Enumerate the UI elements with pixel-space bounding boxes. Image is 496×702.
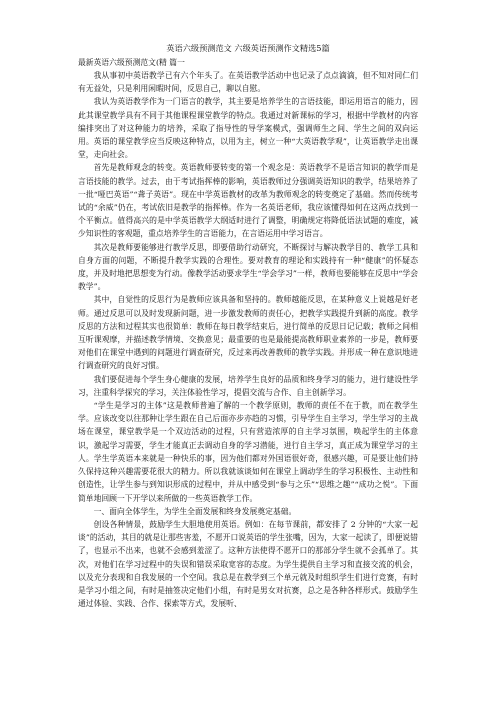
paragraph: “学生是学习的主体”这是教师普遍了解的一个教学原则，教师的责任不在于教，而在教学生学。应该改变以往那种让学生跟在自己后面亦步亦趋的习惯，引导学生自主学习，学生学习的主战场在课堂，课堂教学是一个双边活动的过程，只有营造浓厚的自主学习氛围，唤起学生的主体意识，激起学习需要，学生才能真正去调动自身的学习潜能，进行自主学习，真正成为课堂学习的主人。学生学英语本来就是一种快乐的事，因为他们都对外国语很好奇，很感兴趣，可是要让他们持久保持这种兴趣需要花很大的精力。所以我就该谈如何在课堂上调动学生的学习积极性、主动性和创造性，让学生参与到知识形成的过程中，并从中感受到“参与之乐”“思维之趣”“成功之悦”。下面简单地回顾一下开学以来所做的一些英语教学工作。 (78, 401, 418, 503)
paragraph: 其次是教师要能够进行教学反思，即要借助行动研究，不断探讨与解决教学目的、教学工具和自身方面的问题，不断提升教学实践的合理性。要对教育的理论和实践持有一种“健康”的怀疑态度，并及时地把思想变为行动。像教学活动要求学生“学会学习”一样，教师也要能够在反思中“学会教学”。 (78, 242, 418, 292)
section-heading: 一、面向全体学生，为学生全面发展和终身发展奠定基础。 (93, 506, 297, 516)
paragraph: 创设各种情景，鼓励学生大胆地使用英语。例如：在每节课前，都安排了 2 分钟的“大家一起谈”的活动，其目的就是让那些害羞，不愿开口说英语的学生张嘴，因为，大家一起读了，即便说错了，也显示不出来，也就不会感到羞涩了。这种方法使得不愿开口的那部分学生就不会孤单了。其次，对他们在学习过程中的失误和错误采取宽容的态度。为学生提供自主学习和直接交流的机会，以及充分表现和自我发展的一个空间。我总是在教学到三个单元就及时组织学生们进行竞赛，有时是学习小组之间，有时是抽签决定他们小组，有时是男女对抗赛，总之是各种各样形式。鼓励学生通过体验、实践、合作、探索等方式，发展听、 (78, 519, 418, 609)
paragraph: 我认为英语教学作为一门语言的教学，其主要是培养学生的言语技能，即运用语言的能力，因此其课堂教学具有不同于其他课程课堂教学的特点。我通过对新课标的学习，根据中学教材的内容编排突出了对这种能力的培养，采取了指导性的导学案模式，强调师生之间、学生之间的双向运用。英语的课堂教学应当反映这种特点，以用为主，树立一种“大英语教学观”，让英语教学走出课堂，走向社会。 (78, 97, 418, 160)
paragraph: 我们要促进每个学生身心健康的发展，培养学生良好的品质和终身学习的能力，进行建设性学习，注重科学探究的学习，关注体验性学习，提倡交流与合作、自主创新学习。 (78, 374, 418, 397)
paragraph: 首先是教师观念的转变。英语教师要转变的第一个观念是：英语教学不是语言知识的教学而是言语技能的教学。过去，由于考试指挥棒的影响，英语教师过分强调英语知识的教学，结果培养了一批“哑巴英语”“聋子英语”。现在中学英语教材的改革为教师观念的转变奠定了基础。然而传统考试的“余威”仍在，考试依旧是教学的指挥棒。作为一名英语老师，我应该懂得如何在这两点找到一个平衡点。值得高兴的是中学英语教学大纲适时进行了调整，明确规定将降低语法试题的难度，减少知识性的客观题，重点培养学生的言语能力，在言语运用中学习语言。 (78, 163, 418, 239)
paragraph: 我从事初中英语教学已有六个年头了。在英语教学活动中也记录了点点滴滴，但不知对同仁们有无益处，只是利用闲暇时间，反思自己，聊以自慰。 (78, 71, 418, 94)
document-subtitle: 最新英语六级预测范文(精 篇一 (78, 58, 185, 67)
document-title: 英语六级预测范文 六级英语预测作文精选5篇 (166, 43, 330, 53)
paragraph: 其中，自觉性的反思行为是教师应该具备和坚持的。教师越能反思，在某种意义上说越是好老师。通过反思可以及时发现新问题，进一步激发教师的责任心，把教学实践提升到新的高度。教学反思的方法和过程其实也很简单：教师在每日教学结束后，进行简单的反思日记记载；教师之间相互听课观摩，并描述教学情境、交换意见；最重要的也是最能提高教师职业素养的一步是，教师要对他们在课堂中遇到的问题进行调查研究，反过来再改善教师的教学实践。并形成一种在意识地进行调查研究的良好习惯。 (78, 295, 418, 371)
